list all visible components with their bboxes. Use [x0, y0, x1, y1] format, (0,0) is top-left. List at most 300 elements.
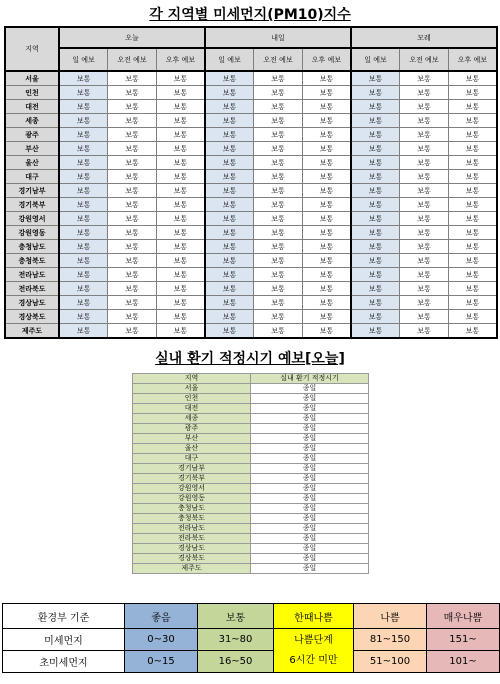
forecast-value: 보통 [448, 128, 497, 142]
forecast-type-header: 일 예보 [351, 48, 400, 71]
ventilation-row [133, 514, 369, 524]
forecast-value: 보통 [254, 212, 303, 226]
legend-temp-bad-line2: 6시간 미만 [289, 654, 338, 666]
forecast-value: 보통 [205, 71, 254, 86]
region-name: 전라남도 [5, 268, 59, 282]
forecast-type-header-row [5, 48, 497, 71]
forecast-value: 보통 [59, 71, 108, 86]
region-row [5, 226, 497, 240]
forecast-value: 보통 [205, 226, 254, 240]
forecast-value: 보통 [59, 240, 108, 254]
forecast-value: 보통 [59, 170, 108, 184]
forecast-value: 보통 [351, 296, 400, 310]
forecast-value: 보통 [205, 282, 254, 296]
ventilation-region: 세종 [133, 414, 251, 424]
forecast-value: 보통 [351, 324, 400, 339]
forecast-value: 보통 [205, 240, 254, 254]
ventilation-time: 종일 [251, 524, 369, 534]
region-name: 경상남도 [5, 296, 59, 310]
region-row [5, 100, 497, 114]
region-row [5, 324, 497, 339]
forecast-value: 보통 [156, 212, 205, 226]
forecast-value: 보통 [108, 86, 157, 100]
forecast-value: 보통 [302, 86, 351, 100]
forecast-value: 보통 [448, 142, 497, 156]
ventilation-row [133, 384, 369, 394]
forecast-type-header: 오전 예보 [400, 48, 449, 71]
ventilation-region: 광주 [133, 424, 251, 434]
forecast-value: 보통 [302, 324, 351, 339]
page-title: 각 지역별 미세먼지(PM10)지수 [149, 7, 351, 23]
region-name: 경상북도 [5, 310, 59, 324]
forecast-value: 보통 [205, 170, 254, 184]
forecast-type-header: 오전 예보 [254, 48, 303, 71]
region-row [5, 86, 497, 100]
ventilation-row [133, 464, 369, 474]
forecast-value: 보통 [156, 226, 205, 240]
legend-header-normal: 보통 [198, 604, 274, 629]
ventilation-row [133, 444, 369, 454]
ventilation-row [133, 454, 369, 464]
forecast-value: 보통 [108, 142, 157, 156]
forecast-value: 보통 [59, 198, 108, 212]
legend-pm10-normal: 31~80 [198, 629, 274, 651]
region-name: 인천 [5, 86, 59, 100]
forecast-value: 보통 [302, 170, 351, 184]
forecast-value: 보통 [59, 268, 108, 282]
forecast-value: 보통 [448, 100, 497, 114]
forecast-value: 보통 [351, 240, 400, 254]
ventilation-region: 충청남도 [133, 504, 251, 514]
forecast-value: 보통 [254, 184, 303, 198]
forecast-value: 보통 [205, 254, 254, 268]
legend-header-bad: 나쁨 [354, 604, 427, 629]
ventilation-row [133, 544, 369, 554]
forecast-value: 보통 [205, 142, 254, 156]
forecast-value: 보통 [108, 100, 157, 114]
forecast-type-header: 오전 예보 [108, 48, 157, 71]
forecast-value: 보통 [108, 212, 157, 226]
forecast-value: 보통 [351, 156, 400, 170]
forecast-value: 보통 [351, 310, 400, 324]
forecast-value: 보통 [400, 226, 449, 240]
forecast-value: 보통 [448, 254, 497, 268]
ventilation-region: 전라남도 [133, 524, 251, 534]
region-row [5, 142, 497, 156]
region-row [5, 198, 497, 212]
forecast-value: 보통 [302, 254, 351, 268]
ventilation-time: 종일 [251, 514, 369, 524]
ventilation-region: 경기북부 [133, 474, 251, 484]
forecast-value: 보통 [254, 282, 303, 296]
ventilation-row [133, 414, 369, 424]
forecast-value: 보통 [400, 86, 449, 100]
ventilation-row [133, 524, 369, 534]
forecast-value: 보통 [448, 184, 497, 198]
forecast-value: 보통 [400, 142, 449, 156]
ventilation-time: 종일 [251, 494, 369, 504]
forecast-type-header: 일 예보 [59, 48, 108, 71]
forecast-value: 보통 [254, 114, 303, 128]
region-name: 세종 [5, 114, 59, 128]
ventilation-time: 종일 [251, 544, 369, 554]
forecast-value: 보통 [351, 100, 400, 114]
forecast-value: 보통 [156, 86, 205, 100]
forecast-value: 보통 [108, 198, 157, 212]
forecast-value: 보통 [448, 71, 497, 86]
ventilation-time: 종일 [251, 454, 369, 464]
forecast-value: 보통 [400, 156, 449, 170]
forecast-value: 보통 [108, 324, 157, 339]
region-row [5, 310, 497, 324]
forecast-value: 보통 [254, 100, 303, 114]
ventilation-row [133, 404, 369, 414]
forecast-value: 보통 [302, 226, 351, 240]
forecast-value: 보통 [205, 100, 254, 114]
region-name: 부산 [5, 142, 59, 156]
forecast-value: 보통 [156, 71, 205, 86]
forecast-value: 보통 [351, 268, 400, 282]
ventilation-row [133, 394, 369, 404]
forecast-value: 보통 [400, 198, 449, 212]
forecast-value: 보통 [205, 198, 254, 212]
ventilation-region: 강원영동 [133, 494, 251, 504]
forecast-value: 보통 [254, 156, 303, 170]
ventilation-time: 종일 [251, 414, 369, 424]
ventilation-time: 종일 [251, 474, 369, 484]
forecast-value: 보통 [400, 212, 449, 226]
forecast-value: 보통 [59, 156, 108, 170]
forecast-value: 보통 [254, 268, 303, 282]
forecast-value: 보통 [205, 184, 254, 198]
ventilation-header-row [133, 374, 369, 384]
legend-pm10-bad: 81~150 [354, 629, 427, 651]
legend-header-standard: 환경부 기준 [3, 604, 125, 629]
ventilation-region: 경기남부 [133, 464, 251, 474]
forecast-value: 보통 [302, 184, 351, 198]
ventilation-time: 종일 [251, 404, 369, 414]
forecast-value: 보통 [351, 128, 400, 142]
ventilation-time: 종일 [251, 384, 369, 394]
legend-header-temp-bad: 한때나쁨 [274, 604, 354, 629]
forecast-value: 보통 [448, 310, 497, 324]
region-row [5, 282, 497, 296]
legend-label-pm25: 초미세먼지 [3, 651, 125, 673]
ventilation-row [133, 474, 369, 484]
forecast-value: 보통 [205, 114, 254, 128]
forecast-value: 보통 [205, 86, 254, 100]
region-row [5, 268, 497, 282]
forecast-value: 보통 [254, 142, 303, 156]
forecast-value: 보통 [448, 86, 497, 100]
forecast-value: 보통 [205, 212, 254, 226]
region-name: 제주도 [5, 324, 59, 339]
region-row [5, 254, 497, 268]
forecast-value: 보통 [351, 170, 400, 184]
region-row [5, 71, 497, 86]
forecast-type-header: 오후 예보 [302, 48, 351, 71]
day-group-header-row [5, 27, 497, 48]
ventilation-row [133, 534, 369, 544]
forecast-value: 보통 [400, 310, 449, 324]
forecast-value: 보통 [254, 71, 303, 86]
forecast-value: 보통 [156, 310, 205, 324]
ventilation-title: 실내 환기 적정시기 예보[오늘] [155, 351, 345, 367]
forecast-value: 보통 [448, 212, 497, 226]
legend-pm25-very-bad: 101~ [427, 651, 500, 673]
ventilation-time: 종일 [251, 554, 369, 564]
legend-pm10-very-bad: 151~ [427, 629, 500, 651]
legend-header-very-bad: 매우나쁨 [427, 604, 500, 629]
forecast-value: 보통 [108, 114, 157, 128]
forecast-value: 보통 [254, 296, 303, 310]
ventilation-region: 경상남도 [133, 544, 251, 554]
region-name: 경기남부 [5, 184, 59, 198]
forecast-value: 보통 [302, 282, 351, 296]
legend-temp-bad-line1: 나쁨단계 [294, 634, 333, 646]
forecast-value: 보통 [448, 156, 497, 170]
forecast-value: 보통 [205, 156, 254, 170]
forecast-value: 보통 [302, 212, 351, 226]
region-row [5, 240, 497, 254]
forecast-value: 보통 [59, 142, 108, 156]
forecast-value: 보통 [108, 282, 157, 296]
forecast-value: 보통 [302, 198, 351, 212]
forecast-value: 보통 [400, 254, 449, 268]
forecast-value: 보통 [254, 324, 303, 339]
forecast-value: 보통 [59, 128, 108, 142]
legend-pm25-normal: 16~50 [198, 651, 274, 673]
forecast-value: 보통 [108, 240, 157, 254]
forecast-value: 보통 [351, 114, 400, 128]
forecast-value: 보통 [448, 324, 497, 339]
ventilation-row [133, 424, 369, 434]
day-group-header: 내일 [205, 27, 351, 48]
ventilation-region: 대구 [133, 454, 251, 464]
ventilation-region: 대전 [133, 404, 251, 414]
forecast-value: 보통 [351, 254, 400, 268]
ventilation-region: 울산 [133, 444, 251, 454]
forecast-value: 보통 [400, 240, 449, 254]
legend-pm25-bad: 51~100 [354, 651, 427, 673]
forecast-value: 보통 [302, 240, 351, 254]
forecast-value: 보통 [254, 86, 303, 100]
forecast-value: 보통 [302, 142, 351, 156]
ventilation-region: 서울 [133, 384, 251, 394]
forecast-value: 보통 [351, 86, 400, 100]
forecast-value: 보통 [59, 86, 108, 100]
forecast-value: 보통 [448, 282, 497, 296]
forecast-value: 보통 [302, 128, 351, 142]
ventilation-table [132, 373, 369, 574]
forecast-value: 보통 [351, 71, 400, 86]
forecast-value: 보통 [351, 142, 400, 156]
forecast-value: 보통 [156, 240, 205, 254]
day-group-header: 오늘 [59, 27, 205, 48]
forecast-value: 보통 [254, 198, 303, 212]
forecast-value: 보통 [205, 296, 254, 310]
forecast-type-header: 오후 예보 [448, 48, 497, 71]
legend-header-good: 좋음 [125, 604, 198, 629]
forecast-value: 보통 [108, 226, 157, 240]
ventilation-row [133, 564, 369, 574]
ventilation-time-header: 실내 환기 적정시기 [251, 374, 369, 384]
forecast-value: 보통 [351, 282, 400, 296]
ventilation-row [133, 484, 369, 494]
forecast-value: 보통 [59, 282, 108, 296]
ventilation-region: 전라북도 [133, 534, 251, 544]
region-column-header: 지역 [5, 27, 59, 71]
region-row [5, 114, 497, 128]
forecast-value: 보통 [59, 310, 108, 324]
ventilation-time: 종일 [251, 434, 369, 444]
forecast-value: 보통 [59, 226, 108, 240]
day-group-header: 모레 [351, 27, 497, 48]
forecast-value: 보통 [448, 114, 497, 128]
forecast-value: 보통 [156, 268, 205, 282]
forecast-value: 보통 [205, 324, 254, 339]
ventilation-region: 강원영서 [133, 484, 251, 494]
region-name: 서울 [5, 71, 59, 86]
region-row [5, 184, 497, 198]
forecast-value: 보통 [156, 128, 205, 142]
ventilation-row [133, 494, 369, 504]
legend-pm10-good: 0~30 [125, 629, 198, 651]
forecast-value: 보통 [351, 198, 400, 212]
region-row [5, 156, 497, 170]
forecast-value: 보통 [400, 71, 449, 86]
forecast-value: 보통 [156, 324, 205, 339]
region-name: 경기북부 [5, 198, 59, 212]
legend-table [2, 603, 500, 673]
forecast-value: 보통 [400, 268, 449, 282]
ventilation-region: 제주도 [133, 564, 251, 574]
forecast-value: 보통 [448, 170, 497, 184]
forecast-value: 보통 [156, 184, 205, 198]
ventilation-row [133, 554, 369, 564]
forecast-value: 보통 [108, 170, 157, 184]
ventilation-time: 종일 [251, 564, 369, 574]
forecast-type-header: 오후 예보 [156, 48, 205, 71]
forecast-value: 보통 [108, 254, 157, 268]
region-row [5, 212, 497, 226]
forecast-value: 보통 [59, 324, 108, 339]
region-name: 울산 [5, 156, 59, 170]
ventilation-region: 인천 [133, 394, 251, 404]
forecast-value: 보통 [400, 100, 449, 114]
forecast-value: 보통 [351, 184, 400, 198]
forecast-value: 보통 [59, 114, 108, 128]
forecast-value: 보통 [254, 128, 303, 142]
ventilation-region-header: 지역 [133, 374, 251, 384]
forecast-value: 보통 [59, 100, 108, 114]
ventilation-time: 종일 [251, 424, 369, 434]
forecast-value: 보통 [302, 310, 351, 324]
legend-row-pm10 [3, 629, 500, 651]
forecast-value: 보통 [351, 226, 400, 240]
ventilation-row [133, 434, 369, 444]
forecast-value: 보통 [59, 296, 108, 310]
region-row [5, 128, 497, 142]
forecast-value: 보통 [205, 268, 254, 282]
forecast-value: 보통 [400, 296, 449, 310]
forecast-value: 보통 [156, 156, 205, 170]
forecast-value: 보통 [400, 114, 449, 128]
legend-temp-bad-cell [274, 629, 354, 673]
forecast-value: 보통 [400, 170, 449, 184]
forecast-value: 보통 [302, 71, 351, 86]
forecast-value: 보통 [205, 128, 254, 142]
forecast-value: 보통 [448, 198, 497, 212]
legend-pm25-good: 0~15 [125, 651, 198, 673]
region-name: 광주 [5, 128, 59, 142]
forecast-value: 보통 [59, 184, 108, 198]
forecast-value: 보통 [108, 71, 157, 86]
region-row [5, 170, 497, 184]
forecast-value: 보통 [302, 296, 351, 310]
forecast-value: 보통 [156, 282, 205, 296]
forecast-value: 보통 [400, 282, 449, 296]
forecast-value: 보통 [254, 226, 303, 240]
ventilation-row [133, 504, 369, 514]
region-name: 충청북도 [5, 254, 59, 268]
region-name: 강원영동 [5, 226, 59, 240]
forecast-value: 보통 [108, 184, 157, 198]
forecast-value: 보통 [205, 310, 254, 324]
ventilation-region: 충청북도 [133, 514, 251, 524]
ventilation-time: 종일 [251, 504, 369, 514]
ventilation-time: 종일 [251, 484, 369, 494]
forecast-value: 보통 [302, 100, 351, 114]
forecast-value: 보통 [108, 296, 157, 310]
forecast-value: 보통 [448, 240, 497, 254]
forecast-value: 보통 [400, 324, 449, 339]
forecast-value: 보통 [156, 254, 205, 268]
forecast-type-header: 일 예보 [205, 48, 254, 71]
forecast-value: 보통 [59, 254, 108, 268]
region-row [5, 296, 497, 310]
forecast-value: 보통 [254, 170, 303, 184]
ventilation-time: 종일 [251, 534, 369, 544]
ventilation-region: 경상북도 [133, 554, 251, 564]
legend-label-pm10: 미세먼지 [3, 629, 125, 651]
region-name: 충청남도 [5, 240, 59, 254]
forecast-value: 보통 [156, 198, 205, 212]
forecast-value: 보통 [400, 184, 449, 198]
ventilation-time: 종일 [251, 394, 369, 404]
forecast-value: 보통 [156, 296, 205, 310]
forecast-value: 보통 [302, 156, 351, 170]
pm10-forecast-table [4, 26, 498, 339]
forecast-value: 보통 [108, 128, 157, 142]
forecast-value: 보통 [302, 268, 351, 282]
region-name: 대전 [5, 100, 59, 114]
region-name: 대구 [5, 170, 59, 184]
forecast-value: 보통 [59, 212, 108, 226]
ventilation-time: 종일 [251, 464, 369, 474]
forecast-value: 보통 [448, 226, 497, 240]
ventilation-region: 부산 [133, 434, 251, 444]
forecast-value: 보통 [108, 310, 157, 324]
ventilation-time: 종일 [251, 444, 369, 454]
region-name: 전라북도 [5, 282, 59, 296]
forecast-value: 보통 [156, 170, 205, 184]
region-name: 강원영서 [5, 212, 59, 226]
forecast-value: 보통 [351, 212, 400, 226]
forecast-value: 보통 [254, 310, 303, 324]
forecast-value: 보통 [400, 128, 449, 142]
legend-header-row [3, 604, 500, 629]
